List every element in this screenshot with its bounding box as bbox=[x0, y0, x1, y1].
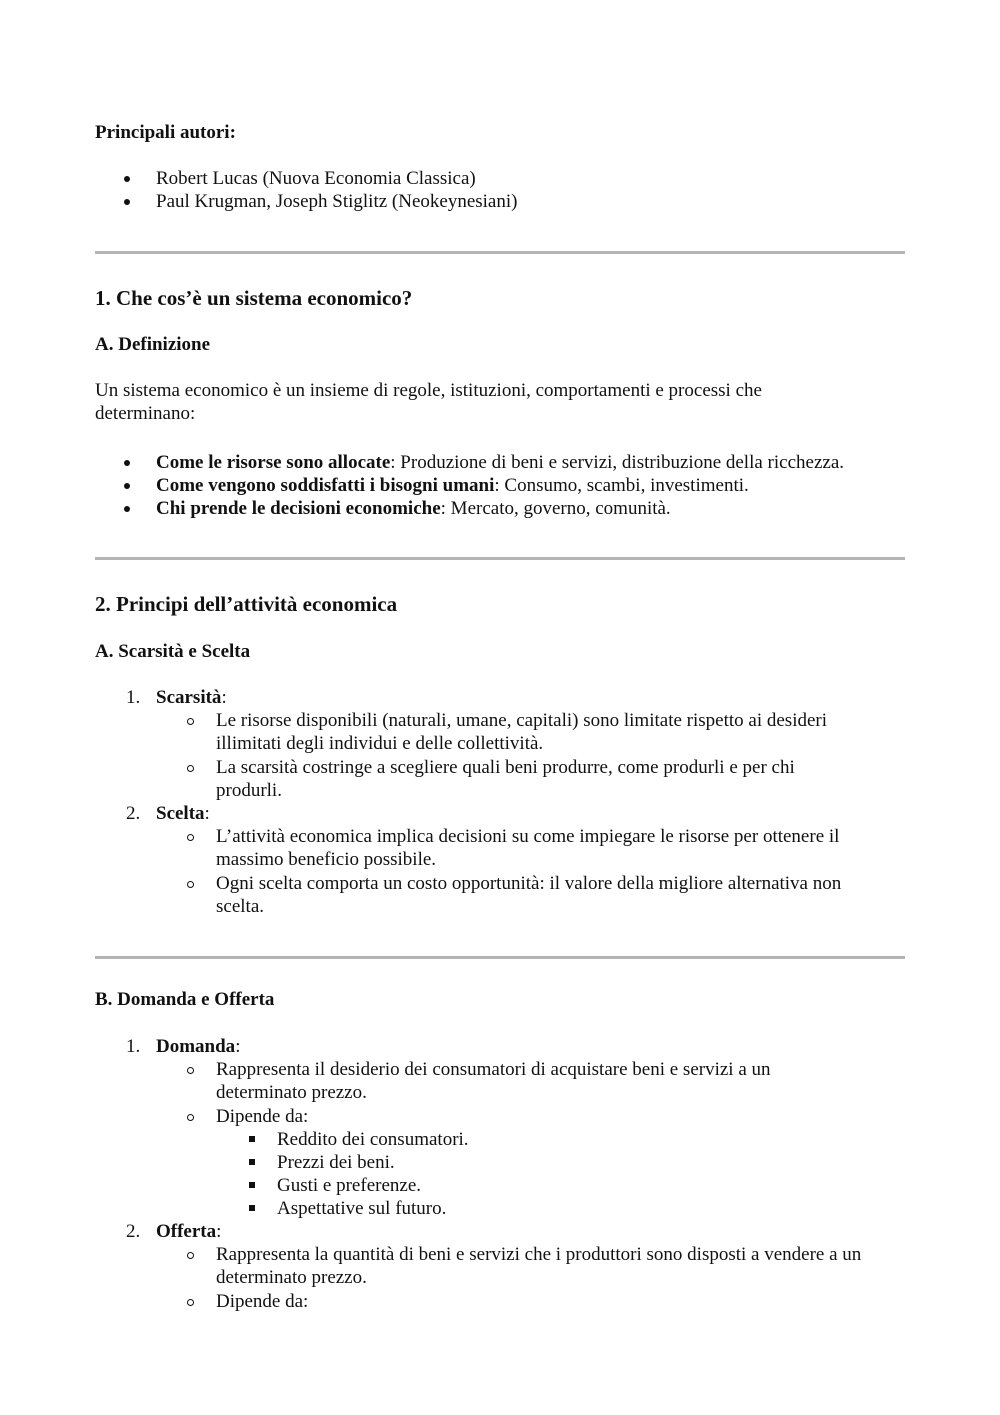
list-number: 1. bbox=[126, 687, 141, 708]
demand-point-line: Rappresenta il desiderio dei consumatori di acquistare beni e servizi a un bbox=[216, 1059, 771, 1080]
bullet-circle-icon bbox=[187, 1299, 194, 1306]
section2-subheading-b: B. Domanda e Offerta bbox=[95, 989, 275, 1010]
definition-bullet-text: : Produzione di beni e servizi, distribuzione della ricchezza. bbox=[390, 452, 844, 473]
definition-bullet bbox=[156, 474, 749, 498]
horizontal-divider bbox=[95, 251, 905, 254]
list-number: 2. bbox=[126, 803, 141, 824]
bullet-dot-icon bbox=[124, 506, 130, 512]
definition-bullet-label: Come vengono soddisfatti i bisogni umani bbox=[156, 475, 495, 496]
scarcity-item bbox=[156, 686, 227, 710]
label-colon: : bbox=[216, 1221, 222, 1242]
bullet-dot-icon bbox=[124, 460, 130, 466]
supply-label: Offerta bbox=[156, 1221, 217, 1242]
list-number: 2. bbox=[126, 1221, 141, 1242]
section1-intro-line2: determinano: bbox=[95, 403, 196, 424]
horizontal-divider bbox=[95, 956, 905, 959]
bullet-circle-icon bbox=[187, 1252, 194, 1259]
demand-factor: Gusti e preferenze. bbox=[277, 1175, 422, 1196]
choice-point-line: scelta. bbox=[216, 896, 265, 917]
choice-point-line: Ogni scelta comporta un costo opportunità: il valore della migliore alternativa non bbox=[216, 873, 842, 894]
scarcity-point-line: produrli. bbox=[216, 780, 282, 801]
definition-bullet-text: : Mercato, governo, comunità. bbox=[440, 498, 671, 519]
supply-point-line: determinato prezzo. bbox=[216, 1267, 367, 1288]
demand-factor: Aspettative sul futuro. bbox=[277, 1198, 447, 1219]
bullet-circle-icon bbox=[187, 765, 194, 772]
bullet-dot-icon bbox=[124, 483, 130, 489]
demand-point-line: determinato prezzo. bbox=[216, 1082, 367, 1103]
label-colon: : bbox=[204, 803, 210, 824]
demand-depends-label: Dipende da: bbox=[216, 1106, 309, 1127]
section1-intro-line1: Un sistema economico è un insieme di regole, istituzioni, comportamenti e processi che bbox=[95, 380, 762, 401]
choice-label: Scelta bbox=[156, 803, 205, 824]
author-item: Robert Lucas (Nuova Economia Classica) bbox=[156, 168, 476, 189]
supply-depends-label: Dipende da: bbox=[216, 1291, 309, 1312]
bullet-circle-icon bbox=[187, 881, 194, 888]
section1-subheading: A. Definizione bbox=[95, 334, 211, 355]
definition-bullet-text: : Consumo, scambi, investimenti. bbox=[494, 475, 749, 496]
demand-factor: Reddito dei consumatori. bbox=[277, 1129, 469, 1150]
scarcity-point-line: La scarsità costringe a scegliere quali beni produrre, come produrli e per chi bbox=[216, 757, 795, 778]
horizontal-divider bbox=[95, 557, 905, 560]
definition-bullet-label: Come le risorse sono allocate bbox=[156, 452, 391, 473]
bullet-square-icon bbox=[249, 1182, 255, 1188]
supply-item bbox=[156, 1220, 221, 1244]
section2-subheading-a: A. Scarsità e Scelta bbox=[95, 641, 251, 662]
bullet-square-icon bbox=[249, 1136, 255, 1142]
bullet-circle-icon bbox=[187, 718, 194, 725]
definition-bullet bbox=[156, 497, 671, 521]
scarcity-point-line: Le risorse disponibili (naturali, umane, capitali) sono limitate rispetto ai desideri bbox=[216, 710, 828, 731]
bullet-circle-icon bbox=[187, 1067, 194, 1074]
choice-point-line: L’attività economica implica decisioni su come impiegare le risorse per ottenere il bbox=[216, 826, 840, 847]
choice-point-line: massimo beneficio possibile. bbox=[216, 849, 437, 870]
label-colon: : bbox=[221, 687, 227, 708]
bullet-dot-icon bbox=[124, 199, 130, 205]
bullet-circle-icon bbox=[187, 834, 194, 841]
demand-factor: Prezzi dei beni. bbox=[277, 1152, 395, 1173]
scarcity-label: Scarsità bbox=[156, 687, 222, 708]
demand-label: Domanda bbox=[156, 1036, 236, 1057]
section1-title: 1. Che cos’è un sistema economico? bbox=[95, 286, 413, 310]
definition-bullet-label: Chi prende le decisioni economiche bbox=[156, 498, 441, 519]
section2-title: 2. Principi dell’attività economica bbox=[95, 592, 398, 616]
bullet-square-icon bbox=[249, 1159, 255, 1165]
bullet-square-icon bbox=[249, 1205, 255, 1211]
list-number: 1. bbox=[126, 1036, 141, 1057]
demand-item bbox=[156, 1035, 240, 1059]
bullet-circle-icon bbox=[187, 1114, 194, 1121]
bullet-dot-icon bbox=[124, 176, 130, 182]
scarcity-point-line: illimitati degli individui e delle collettività. bbox=[216, 733, 544, 754]
supply-point-line: Rappresenta la quantità di beni e servizi che i produttori sono disposti a vendere a un bbox=[216, 1244, 862, 1265]
authors-heading: Principali autori: bbox=[95, 122, 236, 143]
definition-bullet bbox=[156, 451, 844, 475]
choice-item bbox=[156, 802, 210, 826]
author-item: Paul Krugman, Joseph Stiglitz (Neokeynesiani) bbox=[156, 191, 518, 212]
label-colon: : bbox=[235, 1036, 241, 1057]
